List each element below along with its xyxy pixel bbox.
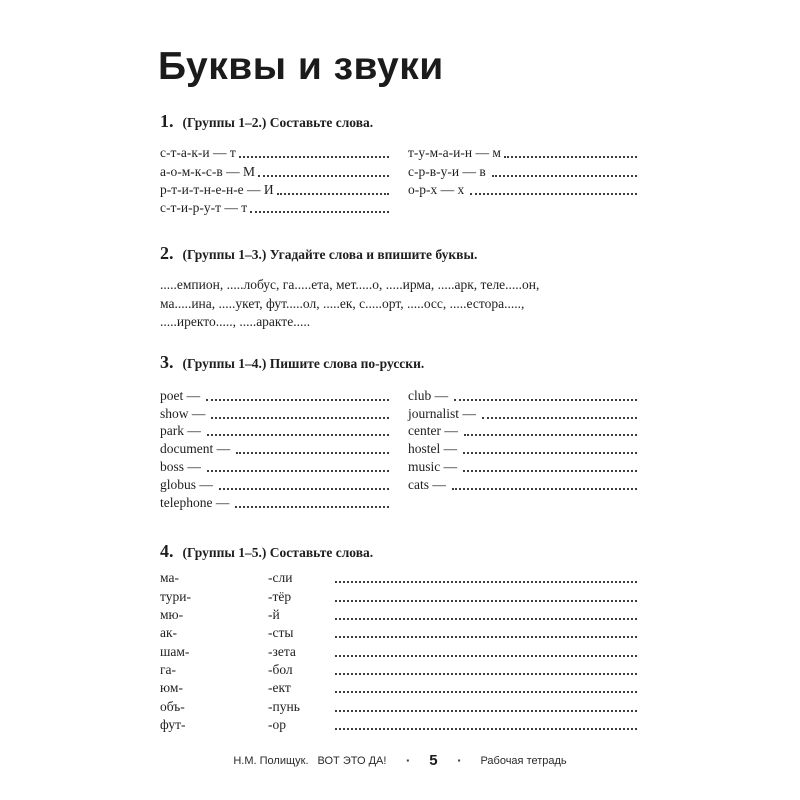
answer-line (219, 488, 389, 490)
word-parts-row (160, 605, 638, 623)
translation-row (408, 439, 638, 457)
gapped-words-line: ма.....ина, .....укет, фут.....ол, .....ек, с.....орт, .....осс, .....естора....., (160, 295, 525, 311)
translation-row (160, 493, 390, 511)
english-word: club — (408, 387, 449, 403)
answer-line (504, 156, 637, 158)
answer-line (335, 673, 637, 675)
answer-line (207, 470, 389, 472)
fill-in-row (160, 198, 390, 216)
exercise-1-body (160, 143, 638, 216)
square-bullet-icon: ▪ (406, 755, 410, 765)
english-word: document — (160, 441, 231, 457)
fill-in-row (160, 161, 390, 179)
exercise-3-left-column (160, 386, 390, 511)
english-word: globus — (160, 476, 213, 492)
translation-row (408, 404, 638, 422)
word-suffix: -сты (268, 625, 294, 641)
translation-row (160, 422, 390, 440)
word-prefix: ма- (160, 570, 179, 586)
exercise-1-left-column (160, 143, 390, 216)
word-prefix: га- (160, 662, 177, 678)
translation-row (160, 404, 390, 422)
answer-line (452, 488, 637, 490)
english-word: show — (160, 405, 206, 421)
exercise-3-right-column (408, 386, 638, 511)
gapped-words-line: .....иректо....., .....аракте..... (160, 314, 311, 330)
exercise-4-body (160, 568, 638, 733)
answer-line (335, 600, 637, 602)
scrambled-word: р-т-и-т-н-е-н-е — И (160, 181, 274, 197)
word-prefix: ак- (160, 625, 178, 641)
answer-line (335, 655, 637, 657)
translation-row (408, 422, 638, 440)
word-suffix: -ект (268, 680, 291, 696)
word-prefix: объ- (160, 698, 185, 714)
translation-row (160, 439, 390, 457)
translation-row (160, 386, 390, 404)
answer-line (207, 434, 389, 436)
word-suffix: -сли (268, 570, 293, 586)
english-word: telephone — (160, 494, 230, 510)
english-word: music — (408, 458, 458, 474)
word-prefix: тури- (160, 588, 191, 604)
exercise-number: 2. (160, 243, 174, 263)
english-word: poet — (160, 387, 201, 403)
fill-in-row (408, 143, 638, 161)
scrambled-word: с-т-и-р-у-т — т (160, 200, 248, 216)
fill-in-row (408, 180, 638, 198)
scrambled-word: с-т-а-к-и — т (160, 145, 236, 161)
answer-line (492, 175, 637, 177)
english-word: park — (160, 423, 201, 439)
answer-line (335, 710, 637, 712)
answer-line (235, 506, 389, 508)
scrambled-word: о-р-х — х (408, 181, 465, 197)
answer-line (335, 581, 637, 583)
english-word: cats — (408, 476, 446, 492)
english-word: journalist — (408, 405, 476, 421)
answer-line (206, 399, 389, 401)
word-parts-row (160, 641, 638, 659)
word-suffix: -ор (268, 717, 286, 733)
gapped-words-line: .....емпион, .....лобус, га.....ета, мет.....о, .....ирма, .....арк, теле.....он, (160, 277, 540, 292)
word-prefix: мю- (160, 607, 184, 623)
exercise-instruction: (Группы 1–2.) Составьте слова. (182, 115, 374, 130)
word-suffix: -бол (268, 662, 293, 678)
word-suffix: -й (268, 607, 280, 623)
word-parts-row (160, 678, 638, 696)
exercise-instruction: (Группы 1–3.) Угадайте слова и впишите буквы. (182, 247, 478, 262)
answer-line (463, 452, 637, 454)
answer-line (211, 417, 389, 419)
answer-line (335, 728, 637, 730)
translation-row (408, 475, 638, 493)
fill-in-row (160, 180, 390, 198)
author-name: Н.М. Полищук. (233, 754, 309, 767)
answer-line (277, 193, 389, 195)
exercise-number: 3. (160, 352, 174, 372)
exercise-instruction: (Группы 1–5.) Составьте слова. (182, 545, 374, 560)
word-parts-row (160, 568, 638, 586)
page-number: 5 (429, 752, 438, 769)
exercise-3-body (160, 386, 638, 511)
word-parts-row (160, 696, 638, 714)
english-word: center — (408, 423, 458, 439)
translation-row (408, 386, 638, 404)
answer-line (236, 452, 389, 454)
exercise-number: 1. (160, 111, 174, 131)
word-suffix: -пунь (268, 698, 300, 714)
answer-line (335, 618, 637, 620)
series-title: Рабочая тетрадь (480, 754, 567, 767)
word-suffix: -зета (268, 643, 296, 659)
word-prefix: шам- (160, 643, 190, 659)
answer-line (239, 156, 389, 158)
exercise-4-header (160, 541, 373, 562)
answer-line (250, 211, 389, 213)
exercise-instruction: (Группы 1–4.) Пишите слова по-русски. (182, 356, 425, 371)
answer-line (335, 691, 637, 693)
answer-line (482, 417, 637, 419)
answer-line (335, 636, 637, 638)
word-prefix: юм- (160, 680, 183, 696)
exercise-2-body (160, 276, 539, 332)
answer-line (463, 470, 637, 472)
word-parts-row (160, 623, 638, 641)
answer-line (470, 193, 637, 195)
scrambled-word: т-у-м-а-и-н — м (408, 145, 501, 161)
page-footer (0, 752, 800, 769)
footer-left-text (233, 755, 386, 767)
page-title: Буквы и звуки (158, 45, 444, 88)
english-word: hostel — (408, 441, 458, 457)
english-word: boss — (160, 458, 201, 474)
translation-row (408, 457, 638, 475)
scrambled-word: а-о-м-к-с-в — М (160, 163, 255, 179)
word-parts-row (160, 660, 638, 678)
answer-line (464, 434, 637, 436)
word-parts-row (160, 715, 638, 733)
word-suffix: -тёр (268, 588, 292, 604)
square-bullet-icon: ▪ (457, 755, 461, 765)
answer-line (258, 175, 389, 177)
exercise-number: 4. (160, 541, 174, 561)
translation-row (160, 475, 390, 493)
scrambled-word: с-р-в-у-и — в (408, 163, 486, 179)
exercise-3-header (160, 352, 424, 373)
exercise-1-right-column (408, 143, 638, 216)
word-parts-row (160, 586, 638, 604)
exercise-1-header (160, 111, 373, 132)
fill-in-row (408, 161, 638, 179)
answer-line (454, 399, 637, 401)
translation-row (160, 457, 390, 475)
fill-in-row (160, 143, 390, 161)
book-title: ВОТ ЭТО ДА! (317, 754, 387, 767)
word-prefix: фут- (160, 717, 186, 733)
exercise-2-header (160, 243, 477, 264)
